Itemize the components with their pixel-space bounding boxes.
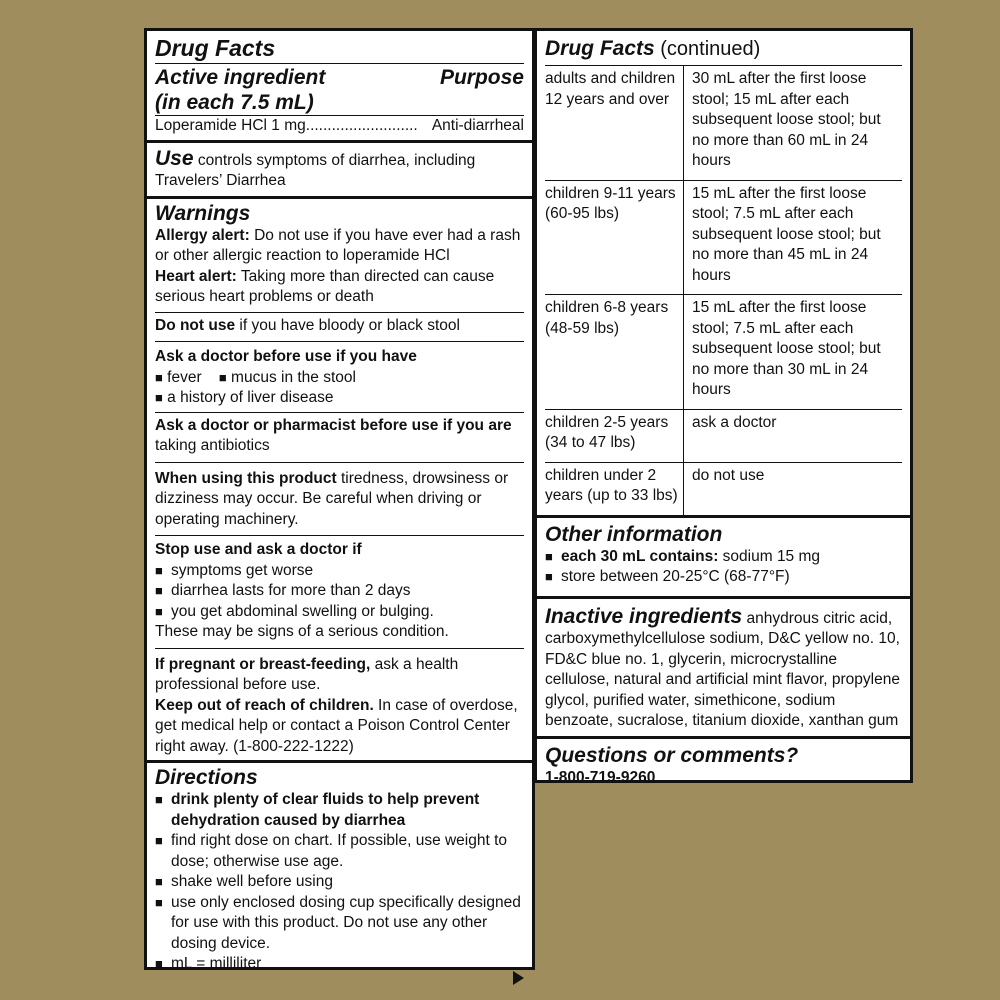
list-item-text: store between 20-25°C (68-77°F) — [561, 568, 790, 585]
dose-amount-cell: ask a doctor — [684, 409, 903, 462]
bullet-icon: ■ — [155, 894, 163, 910]
bullet-icon: ■ — [218, 369, 227, 385]
questions-heading: Questions or comments? — [545, 743, 799, 767]
ask-doctor-row-1 — [155, 368, 524, 389]
directions-section — [147, 763, 532, 995]
dose-table-row — [545, 409, 902, 462]
other-item-text: sodium 15 mg — [718, 547, 821, 565]
bullet-icon: ■ — [155, 583, 163, 598]
drug-facts-panel-left — [144, 28, 535, 970]
warnings-heading: Warnings — [155, 201, 251, 225]
purpose-heading: Purpose — [439, 66, 524, 89]
when-using-block — [155, 462, 524, 536]
dose-table-row — [545, 462, 902, 515]
continued-arrow-icon — [513, 971, 524, 985]
do-not-use-text: if you have bloody or black stool — [235, 316, 460, 334]
when-using-label: When using this product — [155, 469, 337, 487]
list-item — [155, 831, 524, 872]
use-heading: Use — [155, 146, 194, 170]
dose-age-cell: children 2-5 years (34 to 47 lbs) — [545, 409, 684, 462]
list-item: mucus in the stool — [231, 368, 356, 386]
list-item — [155, 872, 524, 893]
bullet-icon: ■ — [155, 390, 163, 405]
heart-alert-text: Taking more than directed can cause serious heart problems or death — [155, 267, 495, 305]
bullet-icon: ■ — [155, 369, 163, 385]
ask-pharmacist-heading: Ask a doctor or pharmacist before use if you are — [155, 416, 512, 434]
dose-age-cell: children under 2 years (up to 33 lbs) — [545, 462, 684, 515]
ask-doctor-heading: Ask a doctor before use if you have — [155, 348, 417, 365]
dose-table-row — [545, 180, 902, 295]
stop-use-heading: Stop use and ask a doctor if — [155, 541, 362, 558]
dose-table-row — [545, 66, 902, 181]
do-not-use — [155, 312, 524, 342]
active-ingredient-line — [155, 116, 524, 137]
dose-chart-section — [537, 31, 910, 518]
bullet-icon: ■ — [155, 833, 163, 848]
inactive-ingredients-text: anhydrous citric acid, carboxymethylcellulose sodium, D&C yellow no. 10, FD&C blue no. 1, glycerin, microcrystalline cellulose, natural and artificial mint flavor, propylene glycol, purified water, simethicone, sodium benzoate, sucralose, titanium dioxide, xanthan gum — [545, 609, 900, 729]
keep-out-label: Keep out of reach of children. — [155, 696, 374, 714]
pregnant-text: ask a health professional before use. — [155, 655, 459, 693]
drug-facts-title-section — [147, 31, 532, 61]
dose-amount-cell: 15 mL after the first loose stool; 7.5 mL after each subsequent loose stool; but no more than 30 mL in 24 hours — [684, 295, 903, 410]
drug-facts-title-continued: Drug Facts — [545, 37, 655, 60]
active-ingredient-heading: Active ingredient — [155, 66, 326, 89]
list-item — [545, 567, 902, 588]
use-text: controls symptoms of diarrhea, including Travelers’ Diarrhea — [155, 151, 476, 189]
list-item — [155, 561, 524, 582]
list-item — [155, 893, 524, 955]
dose-table-row — [545, 295, 902, 410]
allergy-alert-label: Allergy alert: — [155, 226, 250, 244]
bullet-icon: ■ — [155, 792, 163, 807]
drug-facts-panel-right — [534, 28, 913, 786]
pregnant-block — [155, 648, 524, 758]
bullet-icon: ■ — [155, 562, 163, 578]
list-item — [155, 790, 524, 831]
ingredient-purpose: Anti-diarrheal — [431, 117, 524, 134]
list-item-text: shake well before using — [171, 873, 333, 890]
list-item-text: you get abdominal swelling or bulging. — [171, 602, 434, 620]
dose-age-cell: children 6-8 years (48-59 lbs) — [545, 295, 684, 410]
allergy-alert — [155, 226, 524, 267]
dose-amount-cell: 30 mL after the first loose stool; 15 mL after each subsequent loose stool; but no more than 60 mL in 24 hours — [684, 66, 903, 181]
dose-age-cell: adults and children 12 years and over — [545, 66, 684, 181]
bullet-icon: ■ — [155, 874, 163, 889]
heart-alert — [155, 267, 524, 312]
list-item-text: find right dose on chart. If possible, use weight to dose; otherwise use age. — [171, 832, 508, 870]
inactive-ingredients-section — [537, 599, 910, 739]
ask-doctor-row-2 — [155, 388, 524, 409]
list-item: fever — [167, 368, 202, 386]
keep-out-line — [155, 696, 524, 758]
list-item-text: drink plenty of clear fluids to help prevent dehydration caused by diarrhea — [171, 791, 480, 829]
pregnant-text-line — [155, 655, 524, 696]
allergy-alert-text: Do not use if you have ever had a rash or other allergic reaction to loperamide HCl — [155, 226, 521, 264]
ask-doctor-block — [155, 341, 524, 412]
continued-suffix: (continued) — [654, 38, 761, 60]
ask-pharmacist-block — [155, 412, 524, 462]
dose-amount-cell: 15 mL after the first loose stool; 7.5 mL after each subsequent loose stool; but no more than 45 mL in 24 hours — [684, 180, 903, 295]
list-item — [155, 954, 524, 975]
other-information-section — [537, 518, 910, 599]
questions-section — [537, 739, 910, 789]
when-using-text: tiredness, drowsiness or dizziness may occur. Be careful when driving or operating machinery. — [155, 469, 509, 528]
ingredient-dots: .......................... — [305, 117, 418, 134]
dose-age-cell: children 9-11 years (60-95 lbs) — [545, 180, 684, 295]
drug-facts-title: Drug Facts — [155, 35, 276, 61]
dose-amount-cell: do not use — [684, 462, 903, 515]
active-ingredient-subheading: (in each 7.5 mL) — [155, 91, 314, 114]
list-item-text: diarrhea lasts for more than 2 days — [171, 582, 411, 599]
list-item — [545, 547, 902, 568]
continued-title — [545, 36, 902, 65]
bullet-icon: ■ — [545, 548, 553, 564]
do-not-use-label: Do not use — [155, 316, 236, 334]
questions-phone: 1-800-719-9260 — [545, 768, 656, 786]
keep-out-text: In case of overdose, get medical help or contact a Poison Control Center right away. (1-800-222-1222) — [155, 696, 518, 755]
ingredient-name: Loperamide HCl 1 mg — [155, 117, 306, 134]
dose-table — [545, 65, 902, 515]
list-item-text: use only enclosed dosing cup specifically designed for use with this product. Do not use any other dosing device. — [171, 893, 521, 952]
heart-alert-label: Heart alert: — [155, 267, 237, 285]
list-item-text: symptoms get worse — [171, 561, 314, 579]
pregnant-label: If pregnant or breast-feeding, — [155, 655, 371, 673]
warnings-section — [147, 199, 532, 764]
stop-use-note: These may be signs of a serious condition. — [155, 623, 449, 640]
list-item — [155, 602, 524, 623]
stop-use-block — [155, 535, 524, 648]
other-information-heading: Other information — [545, 522, 723, 546]
other-item-label: each 30 mL contains: — [561, 547, 719, 565]
list-item — [155, 581, 524, 602]
bullet-icon: ■ — [155, 603, 163, 619]
list-item-text — [561, 547, 820, 568]
ask-pharmacist-text: taking antibiotics — [155, 437, 270, 454]
use-section — [147, 143, 532, 199]
directions-heading: Directions — [155, 766, 258, 789]
list-item: a history of liver disease — [167, 389, 334, 406]
list-item-text: mL = milliliter — [171, 955, 262, 972]
bullet-icon: ■ — [155, 956, 163, 971]
bullet-icon: ■ — [545, 569, 553, 584]
active-ingredient-section — [147, 63, 532, 143]
inactive-ingredients-heading: Inactive ingredients — [545, 604, 743, 628]
